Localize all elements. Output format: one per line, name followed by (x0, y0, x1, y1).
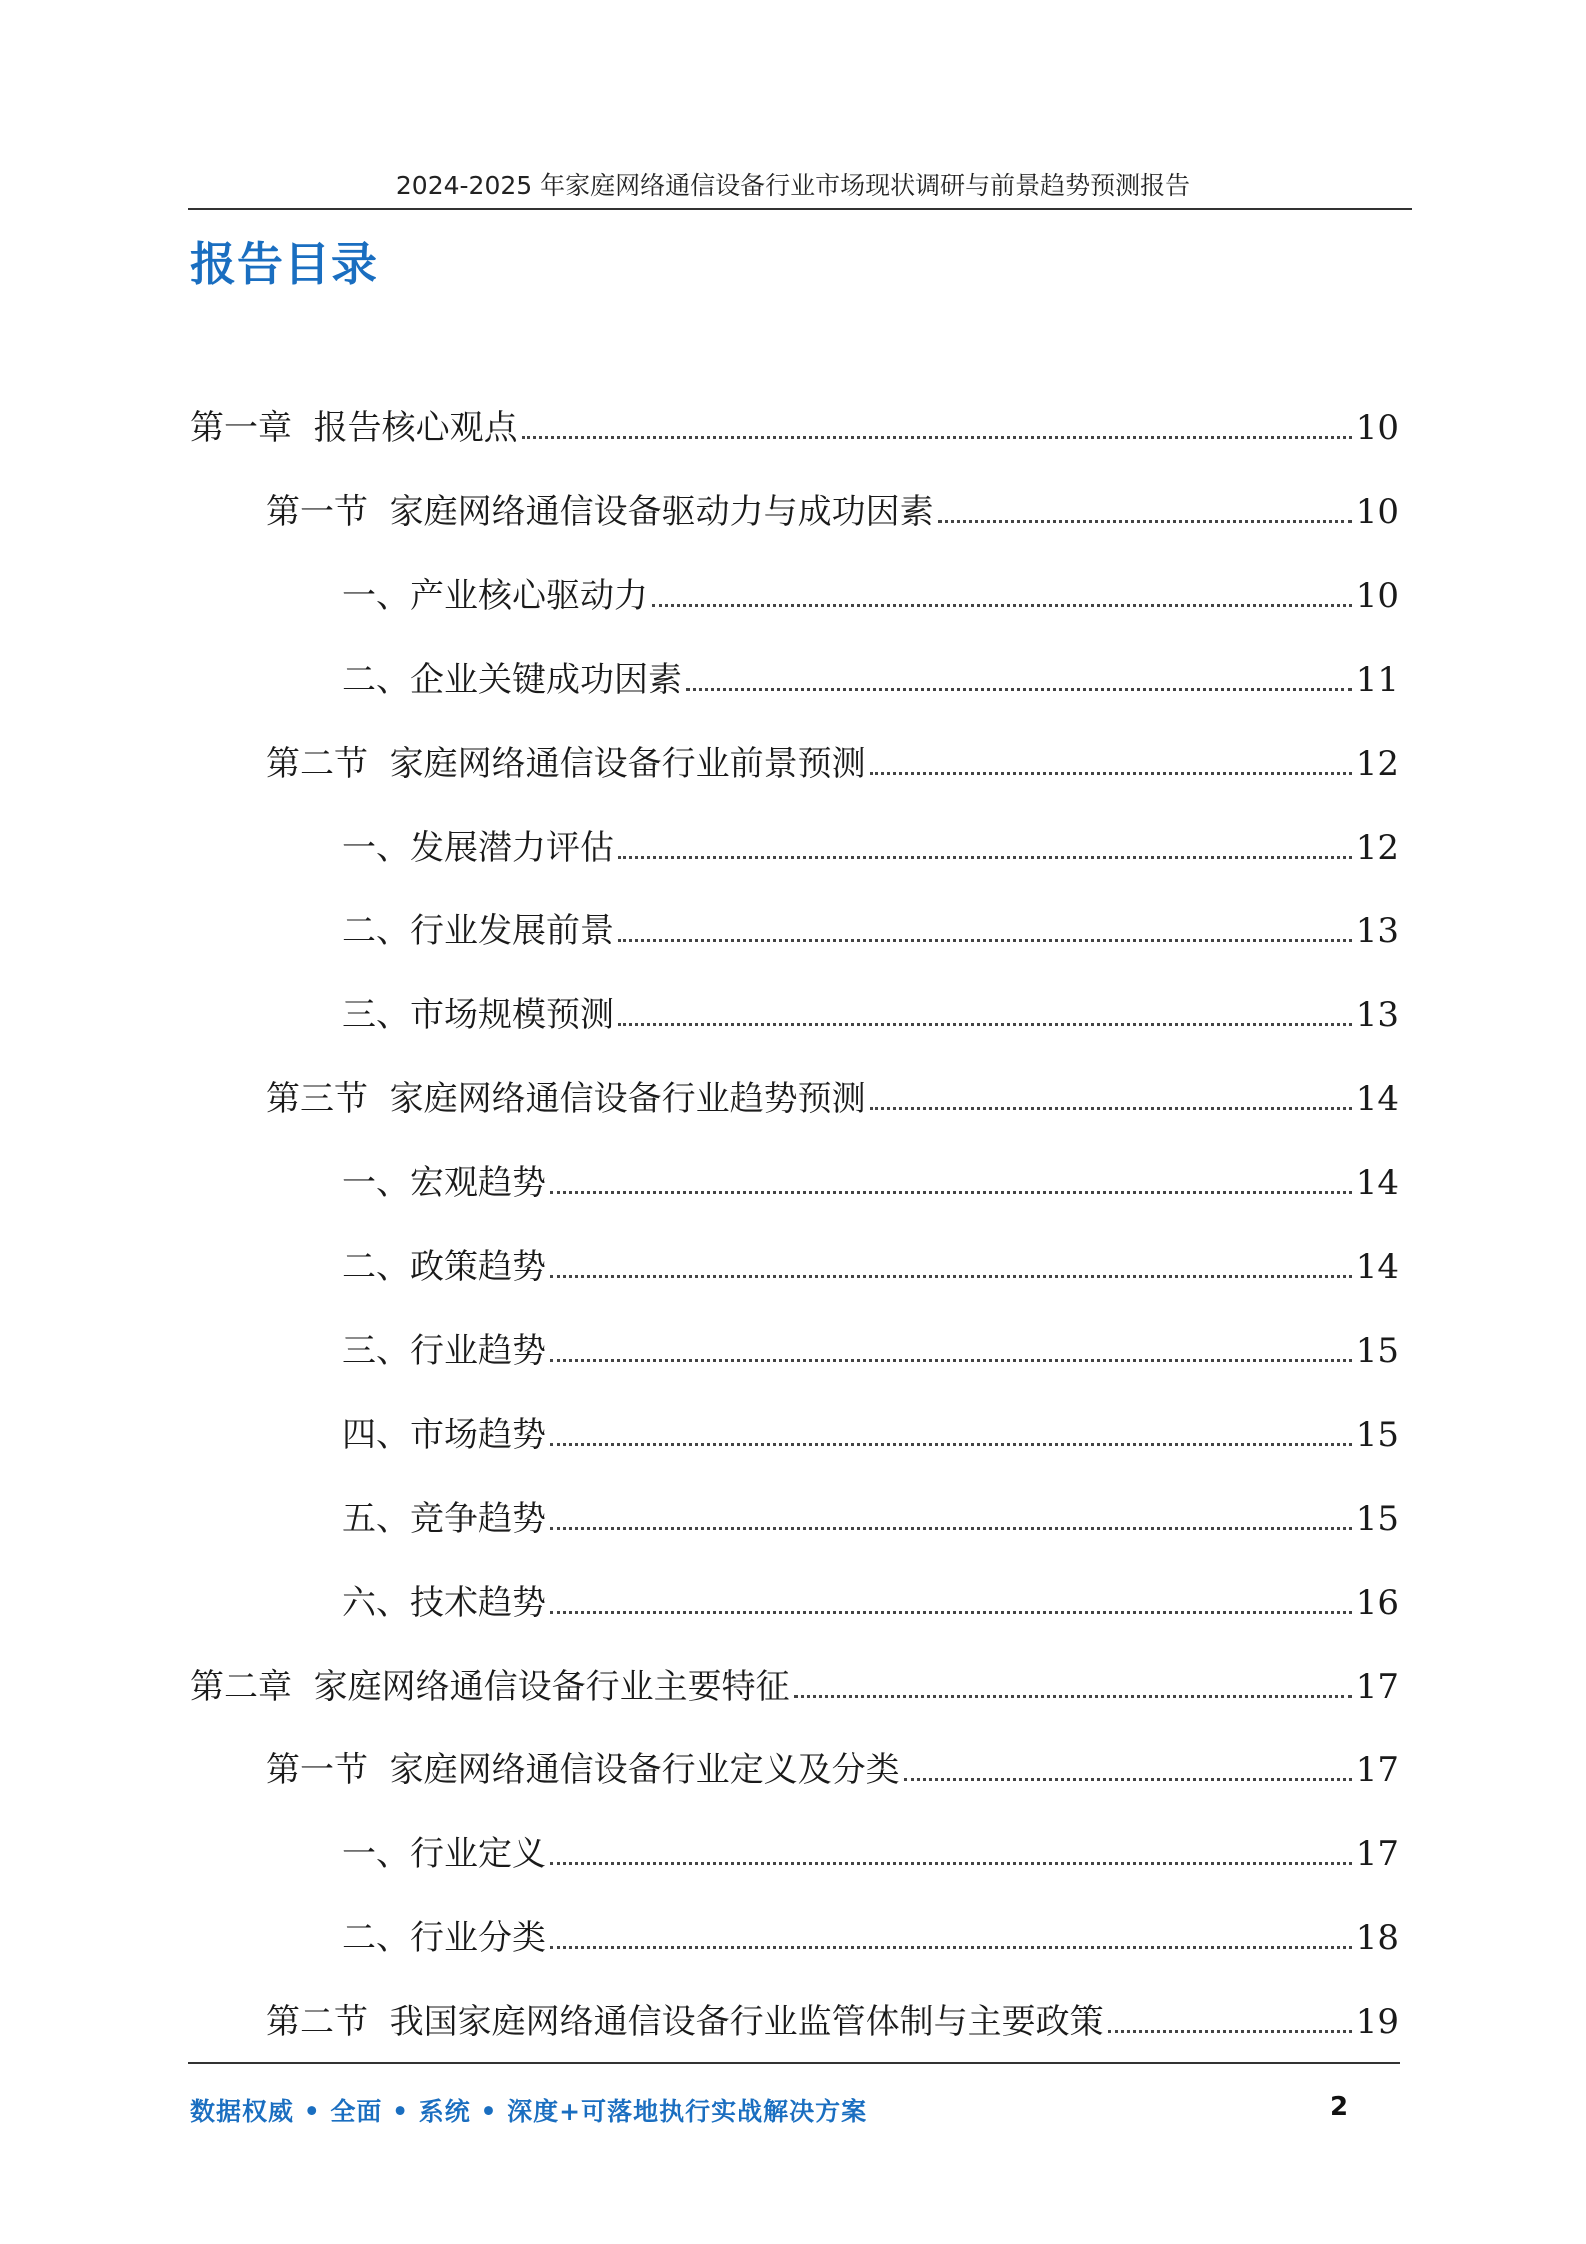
toc-entry-title: 一、发展潜力评估 (342, 827, 614, 868)
footer-divider (188, 2062, 1400, 2064)
toc-dot-leader (938, 520, 1352, 523)
toc-entry-level-3[interactable] (342, 818, 1399, 868)
toc-entry-title: 第三节 家庭网络通信设备行业趋势预测 (266, 1079, 866, 1120)
toc-entry-title: 五、竞争趋势 (342, 1498, 546, 1539)
toc-entry-level-2[interactable] (266, 734, 1399, 784)
toc-dot-leader (550, 1191, 1352, 1194)
toc-entry-level-2[interactable] (266, 1740, 1399, 1790)
toc-entry-page: 17 (1355, 1666, 1399, 1707)
header-divider (188, 208, 1412, 210)
toc-dot-leader (550, 1611, 1352, 1614)
toc-entry-page: 15 (1355, 1414, 1399, 1455)
toc-entry-level-3[interactable] (342, 1405, 1399, 1455)
toc-entry-level-3[interactable] (342, 985, 1399, 1035)
toc-entry-page: 11 (1355, 659, 1399, 700)
toc-dot-leader (618, 1023, 1352, 1026)
toc-entry-page: 12 (1355, 743, 1399, 784)
toc-entry-title: 一、产业核心驱动力 (342, 575, 648, 616)
toc-dot-leader (904, 1778, 1352, 1781)
toc-dot-leader (870, 772, 1352, 775)
toc-entry-level-3[interactable] (342, 1573, 1399, 1623)
toc-entry-title: 二、行业发展前景 (342, 911, 614, 952)
toc-entry-title: 第一节 家庭网络通信设备行业定义及分类 (266, 1750, 900, 1791)
toc-entry-title: 一、宏观趋势 (342, 1163, 546, 1204)
toc-entry-level-3[interactable] (342, 1321, 1399, 1371)
toc-entry-level-2[interactable] (266, 482, 1399, 532)
toc-entry-page: 14 (1355, 1079, 1399, 1120)
toc-entry-page: 12 (1355, 827, 1399, 868)
toc-heading: 报告目录 (190, 237, 378, 291)
toc-entry-page: 10 (1355, 575, 1399, 616)
toc-dot-leader (522, 436, 1352, 439)
toc-entry-page: 13 (1355, 995, 1399, 1036)
toc-entry-page: 16 (1355, 1582, 1399, 1623)
toc-dot-leader (550, 1527, 1352, 1530)
toc-entry-level-3[interactable] (342, 1908, 1399, 1958)
toc-entry-title: 第一节 家庭网络通信设备驱动力与成功因素 (266, 491, 934, 532)
toc-dot-leader (794, 1695, 1352, 1698)
toc-entry-page: 14 (1355, 1247, 1399, 1287)
toc-entry-level-1[interactable] (190, 1657, 1399, 1707)
toc-entry-page: 14 (1355, 1163, 1399, 1204)
toc-dot-leader (870, 1107, 1352, 1110)
toc-dot-leader (618, 939, 1352, 942)
toc-entry-title: 第二节 家庭网络通信设备行业前景预测 (266, 743, 866, 784)
document-header-title: 2024-2025 年家庭网络通信设备行业市场现状调研与前景趋势预测报告 (395, 171, 1191, 200)
toc-dot-leader (652, 604, 1352, 607)
toc-dot-leader (1108, 2030, 1352, 2033)
toc-entry-page: 17 (1355, 1834, 1399, 1875)
toc-entry-title: 三、行业趋势 (342, 1330, 546, 1371)
toc-entry-level-3[interactable] (342, 1824, 1399, 1874)
toc-entry-title: 第二节 我国家庭网络通信设备行业监管体制与主要政策 (266, 2002, 1104, 2043)
toc-entry-page: 10 (1355, 408, 1399, 448)
toc-entry-level-3[interactable] (342, 1237, 1399, 1287)
toc-dot-leader (550, 1275, 1352, 1278)
toc-dot-leader (550, 1359, 1352, 1362)
page-number: 2 (1330, 2092, 1349, 2122)
footer-slogan: 数据权威 • 全面 • 系统 • 深度+可落地执行实战解决方案 (190, 2097, 868, 2126)
toc-entry-page: 15 (1355, 1498, 1399, 1539)
toc-entry-level-3[interactable] (342, 1153, 1399, 1203)
toc-entry-page: 19 (1355, 2002, 1399, 2043)
toc-entry-page: 17 (1355, 1750, 1399, 1791)
toc-entry-title: 二、企业关键成功因素 (342, 659, 682, 700)
toc-entry-title: 一、行业定义 (342, 1834, 546, 1875)
toc-entry-title: 第一章 报告核心观点 (190, 408, 518, 448)
toc-entry-page: 13 (1355, 911, 1399, 952)
toc-entry-level-2[interactable] (266, 1069, 1399, 1119)
toc-entry-level-3[interactable] (342, 901, 1399, 951)
toc-dot-leader (550, 1946, 1352, 1949)
toc-entry-title: 四、市场趋势 (342, 1414, 546, 1455)
toc-entry-page: 18 (1355, 1918, 1399, 1959)
toc-dot-leader (550, 1443, 1352, 1446)
toc-entry-title: 三、市场规模预测 (342, 995, 614, 1036)
toc-entry-page: 10 (1355, 491, 1399, 532)
toc-entry-title: 第二章 家庭网络通信设备行业主要特征 (190, 1666, 790, 1707)
toc-entry-title: 二、行业分类 (342, 1918, 546, 1959)
toc-entry-level-1[interactable] (190, 398, 1399, 448)
toc-entry-page: 15 (1355, 1330, 1399, 1371)
toc-entry-title: 二、政策趋势 (342, 1247, 546, 1287)
toc-entry-title: 六、技术趋势 (342, 1582, 546, 1623)
toc-dot-leader (550, 1862, 1352, 1865)
toc-entry-level-2[interactable] (266, 1992, 1399, 2042)
toc-dot-leader (618, 856, 1352, 859)
toc-dot-leader (686, 688, 1352, 691)
toc-entry-level-3[interactable] (342, 566, 1399, 616)
toc-entry-level-3[interactable] (342, 1489, 1399, 1539)
toc-entry-level-3[interactable] (342, 650, 1399, 700)
